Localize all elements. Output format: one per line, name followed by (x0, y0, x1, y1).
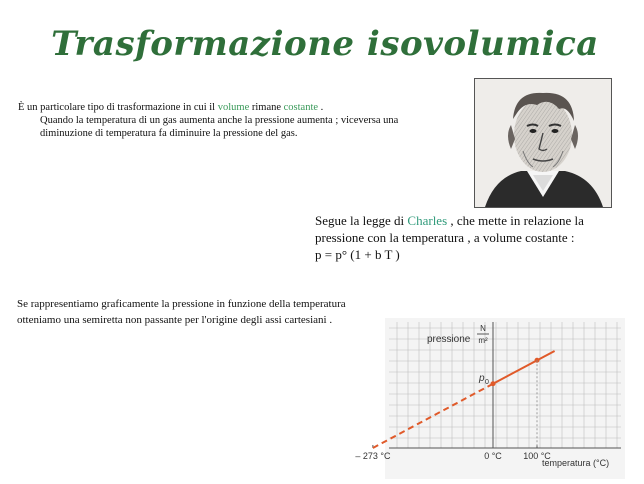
law-rest: , che mette in relazione la pressione con la temperatura , a volume costante : (315, 213, 584, 245)
charles-link[interactable]: Charles (407, 213, 448, 228)
chart-series (373, 351, 555, 448)
charles-law-text (315, 212, 605, 263)
intro-suffix: . (320, 102, 324, 113)
x-tick-label: – 273 °C (355, 451, 391, 461)
charles-portrait (474, 78, 612, 208)
intro-first-line (18, 101, 413, 114)
slide-title: Trasformazione isovolumica (51, 24, 599, 64)
intro-prefix: È un particolare tipo di trasformazione in cui il (18, 102, 216, 113)
y-unit-denominator: m² (478, 336, 488, 345)
y-unit-numerator: N (480, 324, 486, 333)
intercept-subscript: 0 (485, 378, 489, 386)
pressure-temperature-chart (355, 318, 625, 479)
intercept-label: p (479, 372, 485, 384)
x-axis-label: temperatura (°C) (542, 458, 610, 468)
volume-word: volume (217, 102, 250, 113)
chart-grid (389, 322, 621, 448)
y-axis-label: pressione (427, 334, 471, 345)
law-formula: p = p° (1 + b T ) (315, 247, 400, 262)
intro-paragraph (18, 101, 413, 140)
chart-svg (355, 318, 625, 479)
intro-mid: rimane (251, 102, 282, 113)
chart-axes (355, 322, 621, 461)
x-tick-label: 0 °C (484, 451, 502, 461)
intro-body: Quando la temperatura di un gas aumenta anche la pressione aumenta ; viceversa una diminuzione di temperatura fa diminuire la pressione del gas. (40, 115, 399, 139)
data-point (491, 381, 496, 386)
portrait-engraving-icon (475, 79, 611, 207)
series-line-misure (493, 351, 555, 384)
x-tick-label: 100 °C (523, 451, 551, 461)
law-prefix: Segue la legge di (315, 213, 405, 228)
graph-description: Se rappresentiamo graficamente la pressione in funzione della temperatura otteniamo una semiretta non passante per l'origine degli assi cartesiani . (17, 298, 346, 326)
costante-word: costante (283, 102, 319, 113)
